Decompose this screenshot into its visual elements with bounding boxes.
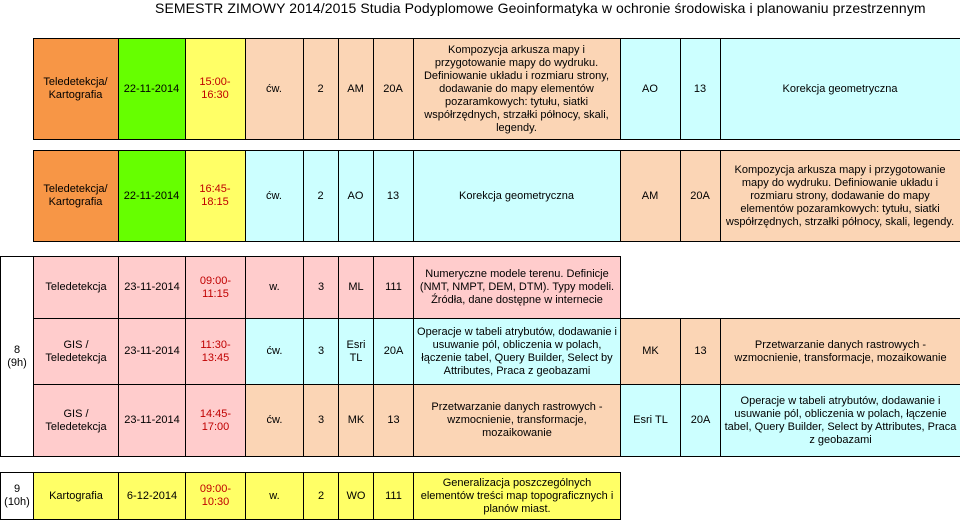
teacher2-cell: AO bbox=[620, 39, 680, 140]
type-cell: w. bbox=[246, 257, 304, 319]
group-cell: 2 bbox=[303, 151, 338, 242]
time-cell: 15:00- 16:30 bbox=[185, 39, 245, 140]
type-cell: ćw. bbox=[246, 385, 304, 457]
room2-cell: 13 bbox=[681, 319, 721, 385]
group-cell: 3 bbox=[304, 385, 339, 457]
topic2-cell: Korekcja geometryczna bbox=[720, 39, 960, 140]
table-row bbox=[0, 39, 960, 140]
date-cell: 22-11-2014 bbox=[118, 39, 185, 140]
subject-cell: Kartografia bbox=[34, 473, 119, 520]
room-cell: 13 bbox=[373, 151, 413, 242]
teacher-cell: MK bbox=[339, 385, 374, 457]
room2-cell: 20A bbox=[681, 385, 721, 457]
room-cell: 111 bbox=[374, 257, 414, 319]
table-row bbox=[1, 385, 960, 457]
table-row bbox=[0, 151, 960, 242]
room-cell: 111 bbox=[374, 473, 414, 520]
date-cell: 6-12-2014 bbox=[119, 473, 186, 520]
room2-cell: 20A bbox=[680, 151, 720, 242]
topic-cell: Kompozycja arkusza mapy i przygotowanie mapy do wydruku. Definiowanie układu i rozmiaru strony, dodawanie do mapy elementów pozaramkowych: tytułu, siatki współrzędnych, strzałki północy, skali, legendy. bbox=[413, 39, 620, 140]
table-row bbox=[1, 473, 960, 520]
group-cell: 2 bbox=[304, 473, 339, 520]
date-cell: 23-11-2014 bbox=[119, 319, 186, 385]
time-cell: 16:45- 18:15 bbox=[185, 151, 245, 242]
teacher2-cell: Esri TL bbox=[621, 385, 681, 457]
schedule-block-9 bbox=[0, 472, 960, 520]
type-cell: ćw. bbox=[245, 151, 303, 242]
topic-cell: Korekcja geometryczna bbox=[413, 151, 620, 242]
room2-cell: 13 bbox=[680, 39, 720, 140]
topic-cell: Generalizacja poszczególnych elementów treści map topograficznych i planów miast. bbox=[414, 473, 621, 520]
subject-cell: Teledetekcja/ Kartografia bbox=[33, 39, 118, 140]
schedule-block-2 bbox=[0, 150, 960, 242]
room-cell: 20A bbox=[374, 319, 414, 385]
topic-cell: Przetwarzanie danych rastrowych - wzmocnienie, transformacje, mozaikowanie bbox=[414, 385, 621, 457]
teacher-cell: AO bbox=[338, 151, 373, 242]
room-cell: 13 bbox=[374, 385, 414, 457]
topic-cell: Operacje w tabeli atrybutów, dodawanie i usuwanie pól, obliczenia w polach, łączenie tabel, Query Builder, Select by Attributes, Praca z geobazami bbox=[414, 319, 621, 385]
group-cell: 3 bbox=[304, 319, 339, 385]
subject-cell: GIS / Teledetekcja bbox=[34, 385, 119, 457]
time-cell: 09:00- 10:30 bbox=[186, 473, 246, 520]
date-cell: 22-11-2014 bbox=[118, 151, 185, 242]
teacher-cell: Esri TL bbox=[339, 319, 374, 385]
topic-cell: Numeryczne modele terenu. Definicje (NMT, NMPT, DEM, DTM). Typy modeli. Źródła, dane dostępne w internecie bbox=[414, 257, 621, 319]
room-cell: 20A bbox=[373, 39, 413, 140]
group-cell: 3 bbox=[304, 257, 339, 319]
type-cell: w. bbox=[246, 473, 304, 520]
schedule-block-1 bbox=[0, 38, 960, 140]
page-header bbox=[0, 0, 960, 22]
page-title: SEMESTR ZIMOWY 2014/2015 Studia Podyplomowe Geoinformatyka w ochronie środowiska i planowaniu przestrzennym bbox=[155, 0, 926, 16]
subject-cell: Teledetekcja bbox=[34, 257, 119, 319]
time-cell: 11:30- 13:45 bbox=[186, 319, 246, 385]
subject-cell: Teledetekcja/ Kartografia bbox=[33, 151, 118, 242]
teacher2-cell: MK bbox=[621, 319, 681, 385]
date-cell: 23-11-2014 bbox=[119, 257, 186, 319]
topic2-cell: Przetwarzanie danych rastrowych - wzmocnienie, transformacje, mozaikowanie bbox=[721, 319, 960, 385]
subject-cell: GIS / Teledetekcja bbox=[34, 319, 119, 385]
block-number: 9 (10h) bbox=[1, 473, 34, 520]
table-row bbox=[1, 319, 960, 385]
schedule-block-8 bbox=[0, 256, 960, 457]
teacher2-cell: AM bbox=[620, 151, 680, 242]
table-row bbox=[1, 257, 960, 319]
time-cell: 09:00- 11:15 bbox=[186, 257, 246, 319]
time-cell: 14:45- 17:00 bbox=[186, 385, 246, 457]
block-number: 8 (9h) bbox=[1, 257, 34, 457]
teacher-cell: WO bbox=[339, 473, 374, 520]
teacher-cell: AM bbox=[338, 39, 373, 140]
type-cell: ćw. bbox=[245, 39, 303, 140]
topic2-cell: Operacje w tabeli atrybutów, dodawanie i usuwanie pól, obliczenia w polach, łączenie tabel, Query Builder, Select by Attributes, Praca z geobazami bbox=[721, 385, 960, 457]
topic2-cell: Kompozycja arkusza mapy i przygotowanie mapy do wydruku. Definiowanie układu i rozmiaru strony, dodawanie do mapy elementów pozaramkowych: tytułu, siatki współrzędnych, strzałki północy, skali, legendy. bbox=[720, 151, 960, 242]
teacher-cell: ML bbox=[339, 257, 374, 319]
group-cell: 2 bbox=[303, 39, 338, 140]
type-cell: ćw. bbox=[246, 319, 304, 385]
date-cell: 23-11-2014 bbox=[119, 385, 186, 457]
